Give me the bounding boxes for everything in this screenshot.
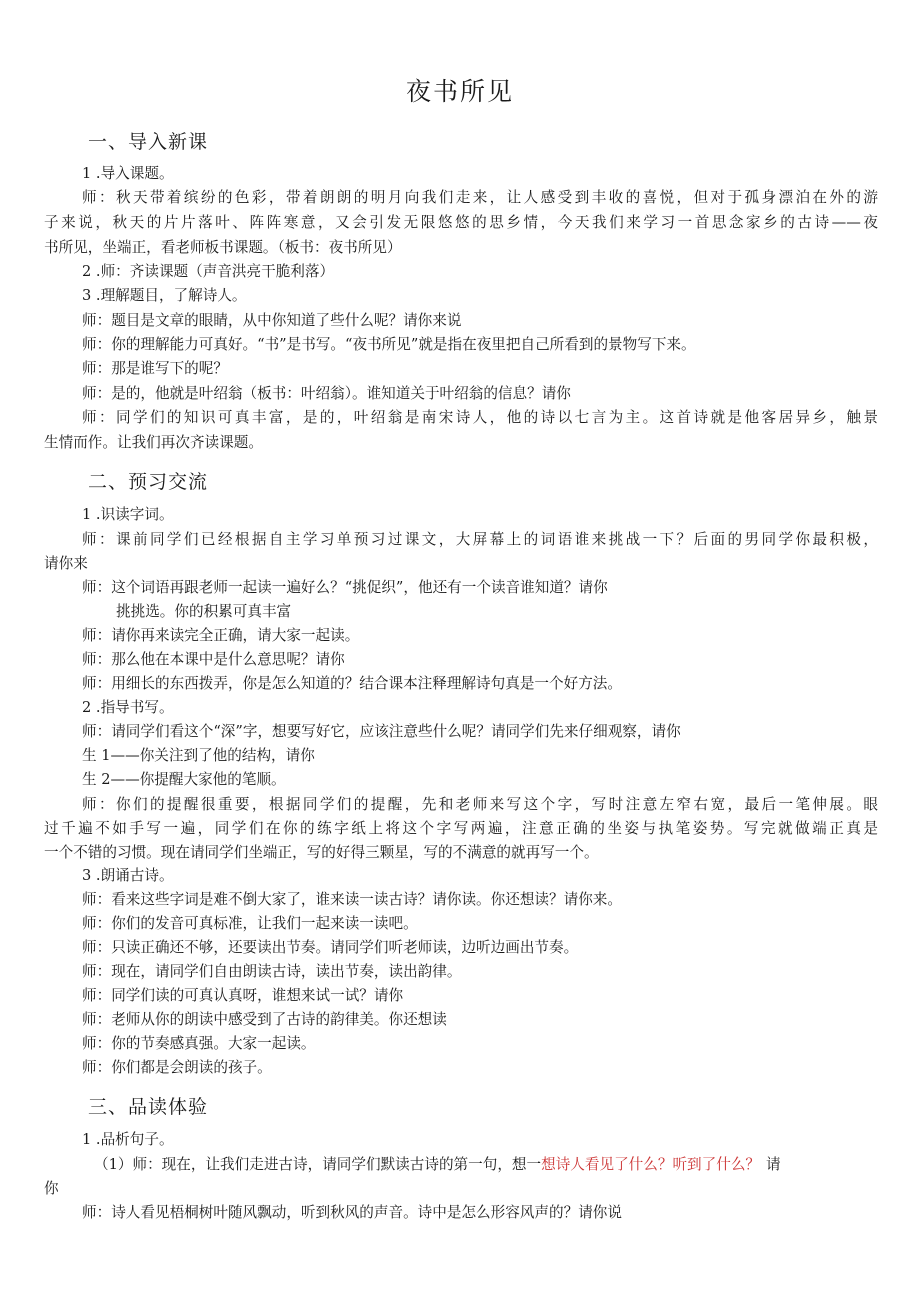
text-line: 生 2——你提醒大家他的笔顺。 (82, 771, 286, 788)
text-line: 1 .导入课题。 (82, 165, 174, 182)
text-line: 1 .品析句子。 (82, 1131, 174, 1148)
text-line: 师：你们都是会朗读的孩子。 (82, 1059, 272, 1076)
text-segment: （1）师：现在，让我们走进古诗，请同学们默读古诗的第一句，想一 (94, 1156, 542, 1173)
text-segment: 请 (766, 1156, 781, 1173)
text-line: 师：题目是文章的眼睛，从中你知道了些什么呢？请你来说 (82, 312, 462, 329)
section-heading-2: 二、预习交流 (88, 471, 209, 493)
text-line: 师：看来这些字词是难不倒大家了，谁来读一读古诗？请你读。你还想读？请你来。 (82, 891, 622, 908)
text-line: 3 .理解题目，了解诗人。 (82, 287, 247, 304)
text-line: 师：那么他在本课中是什么意思呢？请你 (82, 651, 345, 668)
text-line: 师：只读正确还不够，还要读出节奏。请同学们听老师读，边听边画出节奏。 (82, 939, 579, 956)
document-title: 夜书所见 (405, 77, 514, 106)
text-line (94, 1155, 781, 1175)
text-line: 师：同学们读的可真认真呀，谁想来试一试？请你 (82, 987, 404, 1004)
text-line: 挑挑选。你的积累可真丰富 (116, 603, 292, 620)
text-line: 师：秋天带着缤纷的色彩，带着朗朗的明月向我们走来，让人感受到丰收的喜悦，但对于孤身漂泊在外的游 (82, 189, 878, 206)
text-line: 师：用细长的东西拨弄，你是怎么知道的？结合课本注释理解诗句真是一个好方法。 (82, 675, 622, 692)
text-line: 生情而作。让我们再次齐读课题。 (44, 434, 263, 451)
section-heading-1: 一、导入新课 (88, 131, 209, 153)
text-line: 师：这个词语再跟老师一起读一遍好么？“挑促织”，他还有一个读音谁知道？请你 (82, 579, 608, 596)
text-line: 书所见，坐端正，看老师板书课题。（板书：夜书所见） (44, 239, 402, 256)
text-line: 生 1——你关注到了他的结构，请你 (82, 747, 315, 764)
text-line: 你 (44, 1180, 59, 1197)
text-line: 师：现在，请同学们自由朗读古诗，读出节奏，读出韵律。 (82, 963, 462, 980)
text-line: 过千遍不如手写一遍，同学们在你的练字纸上将这个字写两遍，注意正确的坐姿与执笔姿势。写完就做端正真是 (44, 820, 878, 837)
text-line: 师：请你再来读完全正确，请大家一起读。 (82, 627, 360, 644)
text-line: 2 .指导书写。 (82, 699, 174, 716)
text-line: 师：那是谁写下的呢？ (82, 360, 228, 377)
text-line: 师：老师从你的朗读中感受到了古诗的韵律美。你还想读 (82, 1011, 447, 1028)
text-line: 2 .师：齐读课题（声音洪亮干脆利落） (82, 263, 335, 280)
text-line: 请你来 (44, 555, 88, 572)
text-line: 师：你的节奏感真强。大家一起读。 (82, 1035, 316, 1052)
text-line: 师：你的理解能力可真好。“书”是书写。“夜书所见”就是指在夜里把自己所看到的景物写下来。 (82, 336, 696, 353)
section-heading-3: 三、品读体验 (88, 1096, 209, 1118)
text-line: 师：课前同学们已经根据自主学习单预习过课文，大屏幕上的词语谁来挑战一下？后面的男同学你最积极， (82, 531, 878, 548)
text-line: 1 .识读字词。 (82, 506, 174, 523)
text-line: 师：是的，他就是叶绍翁（板书：叶绍翁）。谁知道关于叶绍翁的信息？请你 (82, 385, 571, 402)
text-line: 师：你们的提醒很重要，根据同学们的提醒，先和老师来写这个字，写时注意左窄右宽，最后一笔伸展。眼 (82, 796, 878, 813)
text-line: 子来说，秋天的片片落叶、阵阵寒意，又会引发无限悠悠的思乡情，今天我们来学习一首思念家乡的古诗——夜 (44, 214, 878, 231)
text-line: 一个不错的习惯。现在请同学们坐端正，写的好得三颗星，写的不满意的就再写一个。 (44, 844, 599, 861)
text-line: 师：你们的发音可真标准，让我们一起来读一读吧。 (82, 915, 418, 932)
text-line: 师：请同学们看这个“深”字，想要写好它，应该注意些什么呢？请同学们先来仔细观察，请你 (82, 723, 681, 740)
highlighted-question: 想诗人看见了什么？听到了什么？ (541, 1156, 761, 1173)
text-line: 师：同学们的知识可真丰富，是的，叶绍翁是南宋诗人，他的诗以七言为主。这首诗就是他客居异乡，触景 (82, 409, 878, 426)
text-line: 师：诗人看见梧桐树叶随风飘动，听到秋风的声音。诗中是怎么形容风声的？请你说 (82, 1204, 622, 1221)
text-line: 3 .朗诵古诗。 (82, 867, 174, 884)
